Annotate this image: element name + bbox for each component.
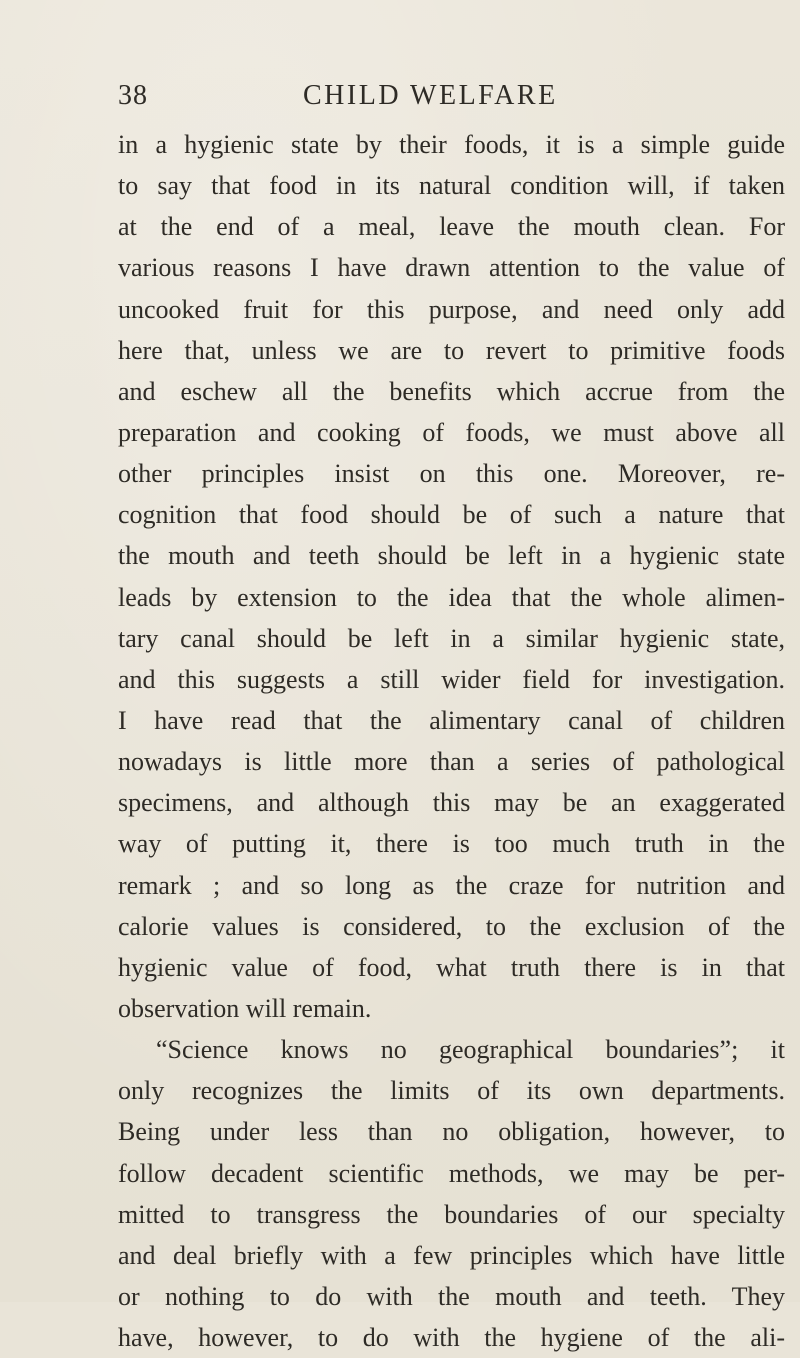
text-line: the mouth and teeth should be left in a hygienic state [118,541,785,571]
text-line: hygienic value of food, what truth there is in that [118,952,785,982]
text-line: preparation and cooking of foods, we must above all [118,417,785,447]
text-line: way of putting it, there is too much truth in the [118,829,785,859]
text-line: specimens, and although this may be an exaggerated [118,788,785,818]
text-line: remark ; and so long as the craze for nutrition and [118,870,785,900]
text-line: mitted to transgress the boundaries of our specialty [118,1199,785,1229]
text-line: and eschew all the benefits which accrue from the [118,376,785,406]
text-line: various reasons I have drawn attention to the value of [118,253,785,283]
text-line: follow decadent scientific methods, we may be per- [118,1158,785,1188]
paragraph-last-line: observation will remain. [118,993,372,1023]
text-line: nowadays is little more than a series of pathological [118,747,785,777]
page-number: 38 [118,80,148,111]
text-line: here that, unless we are to revert to primitive foods [118,335,785,365]
text-line: other principles insist on this one. Moreover, re- [118,459,785,489]
text-line: tary canal should be left in a similar hygienic state, [118,623,785,653]
text-line: I have read that the alimentary canal of children [118,705,785,735]
text-line: and deal briefly with a few principles which have little [118,1240,785,1270]
paragraph-first-line: “Science knows no geographical boundaries”; it [156,1035,785,1065]
text-line: calorie values is considered, to the exclusion of the [118,911,785,941]
text-line: cognition that food should be of such a nature that [118,500,785,530]
text-line: in a hygienic state by their foods, it is a simple guide [118,130,785,159]
body-text [118,124,785,1358]
text-line: have, however, to do with the hygiene of the ali- [118,1323,785,1353]
running-head: CHILD WELFARE [303,80,558,111]
text-line: or nothing to do with the mouth and teeth. They [118,1281,785,1311]
text-line: at the end of a meal, leave the mouth clean. For [118,212,785,242]
text-line: only recognizes the limits of its own departments. [118,1076,785,1106]
text-line: uncooked fruit for this purpose, and need only add [118,294,785,324]
text-line: to say that food in its natural condition will, if taken [118,171,785,201]
text-line: leads by extension to the idea that the whole alimen- [118,582,785,612]
page-header [118,80,778,120]
text-line: and this suggests a still wider field for investigation. [118,664,785,694]
text-line: Being under less than no obligation, however, to [118,1117,785,1147]
